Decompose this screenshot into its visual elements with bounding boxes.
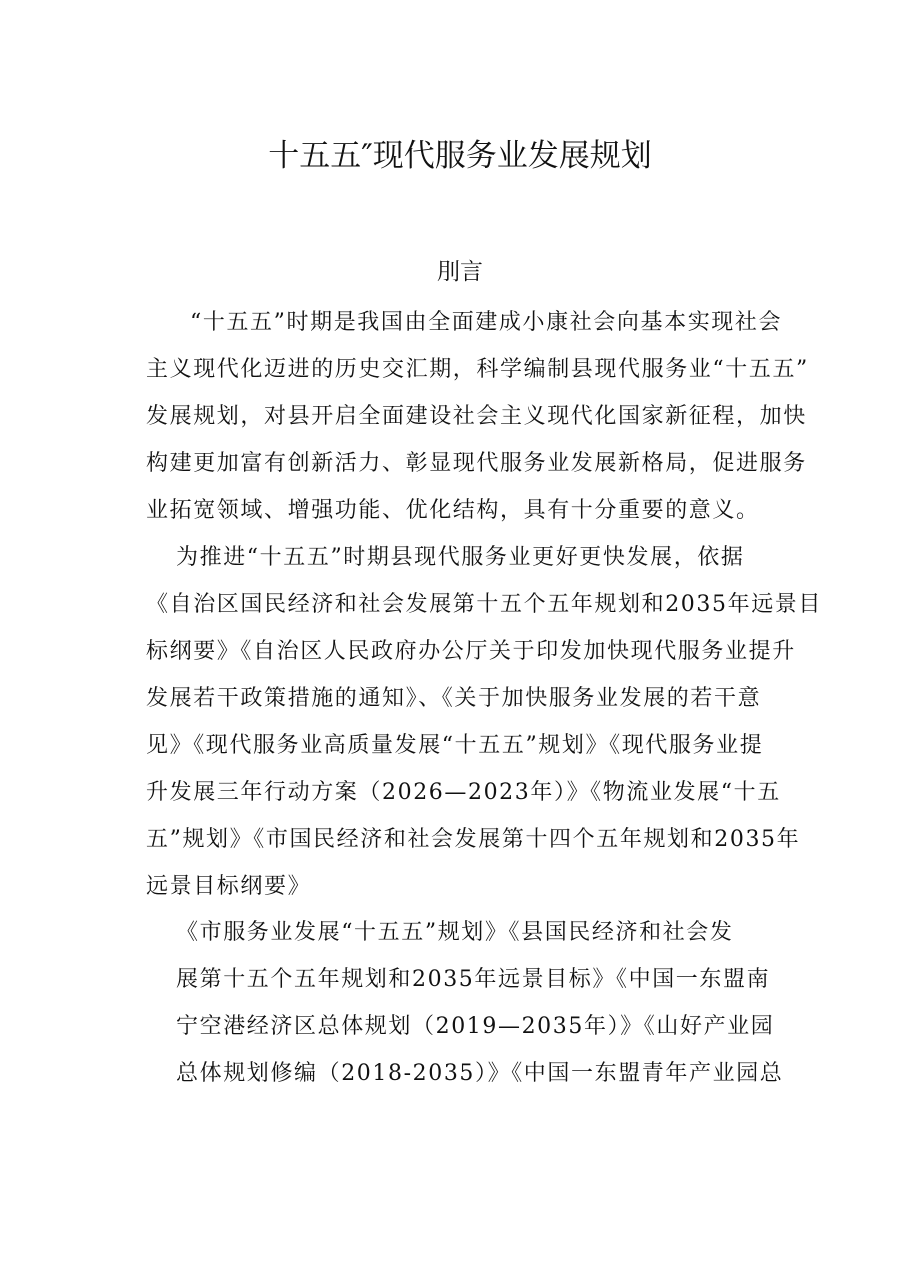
body-line: 宁空港经济区总体规划（2019—2035年）》《山好产业园 — [176, 1014, 775, 1039]
body-line: 总体规划修编（2018-2035）》《中国一东盟青年产业园总 — [176, 1061, 784, 1086]
body-line: 主义现代化迈进的历史交汇期，科学编制县现代服务业“十五五” — [146, 357, 809, 382]
body-line: “十五五”时期是我国由全面建成小康社会向基本实现社会 — [190, 310, 783, 335]
body-line: 展第十五个五年规划和2035年远景目标》《中国一东盟南 — [176, 967, 771, 992]
body-line: 标纲要》《自治区人民政府办公厅关于印发加快现代服务业提升 — [146, 639, 796, 664]
body-line: 《市服务业发展“十五五”规划》《县国民经济和社会发 — [176, 920, 734, 945]
document-title: 十五五″现代服务业发展规划 — [268, 138, 652, 174]
body-line: 《自治区国民经济和社会发展第十五个五年规划和2035年远景目 — [146, 592, 822, 617]
body-line: 构建更加富有创新活力、彰显现代服务业发展新格局，促进服务 — [146, 451, 807, 476]
section-heading-preface: 刖言 — [437, 259, 483, 285]
body-line: 远景目标纲要》 — [146, 874, 312, 899]
body-line: 五”规划》《市国民经济和社会发展第十四个五年规划和2035年 — [146, 827, 801, 852]
body-line: 业拓宽领域、增强功能、优化结构，具有十分重要的意义。 — [146, 498, 760, 523]
body-line: 为推进“十五五”时期县现代服务业更好更快发展，依据 — [176, 545, 745, 570]
body-line: 发展若干政策措施的通知》、《关于加快服务业发展的若干意 — [146, 686, 762, 711]
body-line: 见》《现代服务业高质量发展“十五五”规划》《现代服务业提 — [146, 733, 764, 758]
body-line: 升发展三年行动方案（2026—2023年）》《物流业发展“十五 — [146, 780, 781, 805]
body-line: 发展规划，对县开启全面建设社会主义现代化国家新征程，加快 — [146, 404, 807, 429]
